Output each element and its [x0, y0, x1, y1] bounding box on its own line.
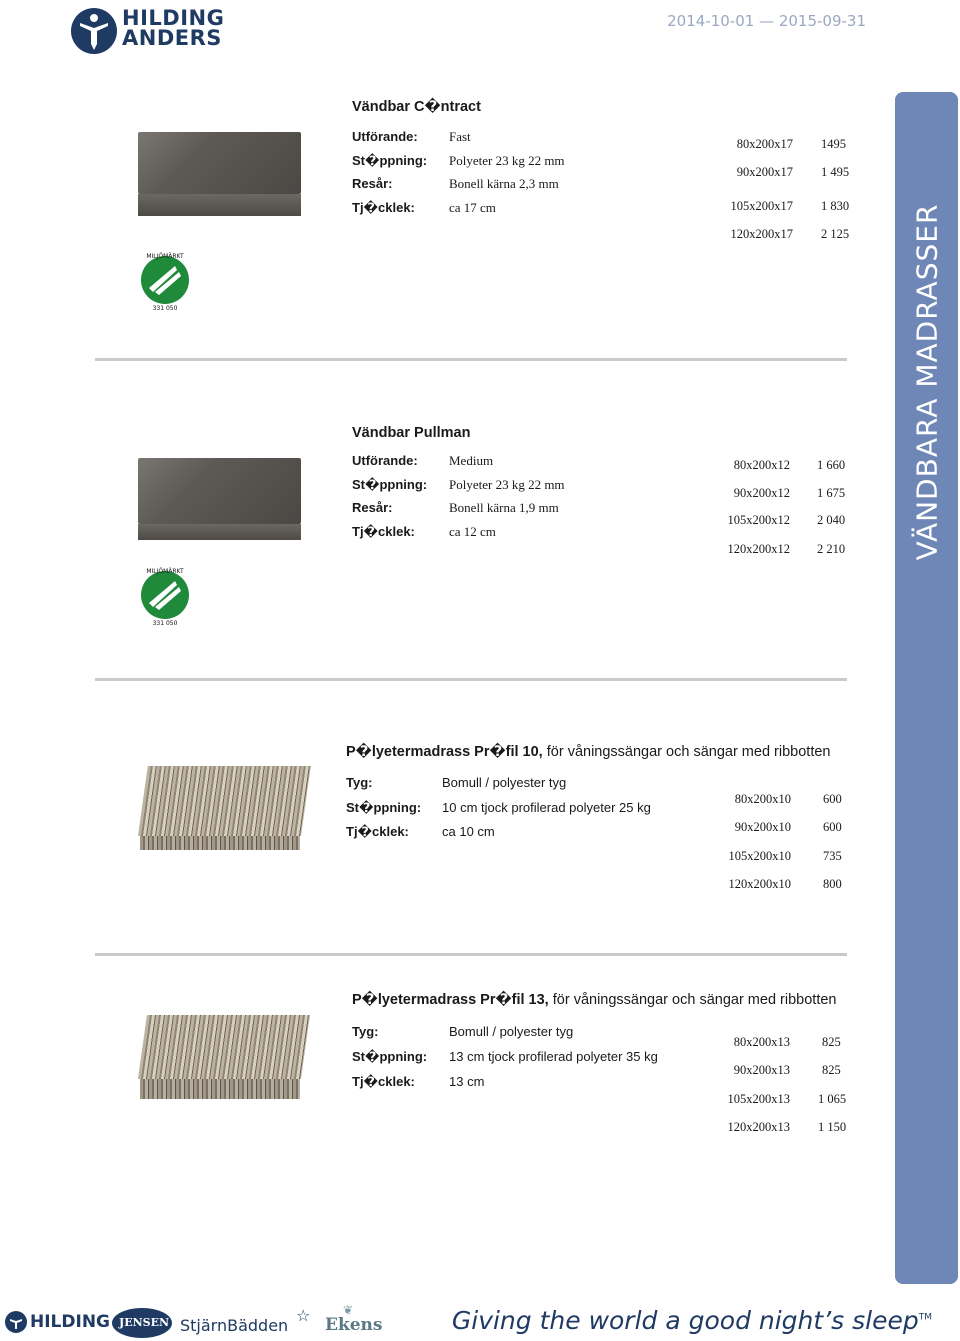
footer-brand-jensen — [112, 1308, 172, 1338]
section-divider — [95, 953, 847, 956]
price-size: 120x200x10 — [728, 877, 791, 891]
product-4-specs — [352, 1019, 658, 1094]
price-size: 120x200x12 — [727, 542, 790, 556]
brand-stjarnbadden: StjärnBädden — [180, 1316, 289, 1335]
product-2-image — [138, 458, 303, 542]
spec-value: Polyeter 23 kg 22 mm — [449, 152, 565, 168]
spec-label: Tyg: — [352, 1024, 379, 1039]
price-size: 90x200x10 — [734, 820, 791, 834]
price-size: 80x200x10 — [734, 792, 791, 806]
price-size: 120x200x17 — [730, 227, 793, 241]
spec-row — [346, 771, 567, 796]
spec-value: Bomull / polyester tyg — [442, 775, 567, 790]
star-icon: ☆ — [296, 1308, 311, 1325]
spec-label: St�ppning: — [352, 476, 428, 492]
price-value: 600 — [823, 820, 842, 834]
svg-text:331 050: 331 050 — [152, 620, 178, 625]
product-4-title-bold: P�lyetermadrass Pr�fil 13, — [352, 992, 549, 1008]
price-size: 105x200x12 — [727, 513, 790, 527]
tagline — [452, 1306, 932, 1335]
price-value: 2 040 — [817, 513, 846, 527]
spec-label: Tj�cklek: — [346, 824, 409, 839]
price-value: 1 065 — [818, 1092, 847, 1106]
product-3-specs — [346, 771, 651, 845]
spec-value: 13 cm tjock profilerad polyeter 35 kg — [449, 1049, 658, 1064]
spec-label: Resår: — [352, 176, 393, 191]
product-2-title: Vändbar Pullman — [352, 425, 471, 441]
product-1-specs — [352, 125, 565, 219]
price-value: 1 495 — [821, 165, 850, 179]
spec-value: ca 10 cm — [442, 824, 495, 839]
side-banner-text: VÄNDBARA MADRASSER — [910, 203, 943, 561]
price-size: 90x200x12 — [733, 486, 790, 500]
price-value: 2 125 — [821, 227, 850, 241]
price-value: 1 675 — [817, 486, 846, 500]
price-size: 80x200x13 — [733, 1035, 790, 1049]
spec-value: ca 17 cm — [449, 199, 496, 215]
price-value: 825 — [822, 1035, 841, 1049]
price-value: 800 — [823, 877, 842, 891]
spec-label: Utförande: — [352, 453, 418, 468]
side-banner-label — [895, 92, 958, 612]
spec-label: Tj�cklek: — [352, 199, 415, 215]
product-3-title-bold: P�lyetermadrass Pr�fil 10, — [346, 744, 543, 760]
product-4-image — [138, 1015, 303, 1101]
price-size: 105x200x10 — [728, 849, 791, 863]
price-value: 1495 — [821, 137, 846, 151]
spec-label: St�ppning: — [346, 799, 422, 815]
date-range: 2014-10-01 — 2015-09-31 — [667, 12, 866, 30]
spec-row — [352, 449, 494, 473]
spec-label: Tj�cklek: — [352, 523, 415, 539]
price-size: 120x200x13 — [727, 1120, 790, 1134]
footer-brand-hilding — [0, 1308, 111, 1338]
spec-row — [352, 1069, 485, 1094]
spec-row — [352, 172, 559, 196]
spec-label: Tj�cklek: — [352, 1074, 415, 1089]
spec-row — [352, 125, 471, 149]
svg-text:MILJÖMÄRKT: MILJÖMÄRKT — [146, 568, 184, 575]
spec-row — [352, 520, 496, 544]
logo-text — [122, 8, 224, 48]
spec-value: Bomull / polyester tyg — [449, 1024, 574, 1039]
spec-row — [346, 820, 495, 845]
eco-label-icon — [135, 565, 195, 625]
spec-value: Medium — [449, 453, 494, 468]
svg-text:331 050: 331 050 — [152, 305, 178, 310]
brand-ekens: Ekens — [325, 1315, 383, 1335]
spec-row — [352, 196, 496, 220]
leaf-icon: ❦ — [343, 1303, 354, 1317]
product-3-title — [346, 744, 830, 760]
product-1-title: Vändbar C�ntract — [352, 99, 481, 115]
spec-value: Fast — [449, 129, 471, 144]
section-divider — [95, 358, 847, 361]
spec-value: ca 12 cm — [449, 523, 496, 539]
price-size: 105x200x17 — [730, 199, 793, 213]
price-value: 600 — [823, 792, 842, 806]
spec-row — [346, 796, 651, 821]
brand-jensen: JENSEN — [119, 1316, 170, 1329]
price-value: 735 — [823, 849, 842, 863]
hilding-emblem-icon — [4, 1310, 28, 1334]
logo-line-2: ANDERS — [122, 26, 222, 50]
price-value: 2 210 — [817, 542, 846, 556]
tagline-trademark: TM — [918, 1312, 932, 1323]
brand-hilding: HILDING — [30, 1312, 111, 1332]
spec-label: Resår: — [352, 500, 393, 515]
price-value: 1 660 — [817, 458, 846, 472]
eco-label-icon — [135, 250, 195, 310]
product-3-image — [138, 766, 303, 852]
spec-value: 13 cm — [449, 1074, 485, 1089]
price-size: 80x200x17 — [736, 137, 793, 151]
spec-value: Bonell kärna 1,9 mm — [449, 500, 559, 515]
logo-line-1: HILDING — [122, 6, 225, 30]
spec-row — [352, 473, 565, 497]
spec-value: Polyeter 23 kg 22 mm — [449, 476, 565, 492]
section-divider — [95, 678, 847, 681]
product-1-image — [138, 132, 303, 218]
spec-label: Tyg: — [346, 775, 373, 790]
person-figure-icon — [68, 6, 120, 56]
spec-value: 10 cm tjock profilerad polyeter 25 kg — [442, 799, 651, 815]
spec-row — [352, 496, 559, 520]
svg-text:MILJÖMÄRKT: MILJÖMÄRKT — [146, 253, 184, 260]
spec-label: St�ppning: — [352, 152, 428, 168]
product-2-specs — [352, 449, 565, 543]
spec-row — [352, 1019, 574, 1044]
spec-value: Bonell kärna 2,3 mm — [449, 176, 559, 191]
price-size: 105x200x13 — [727, 1092, 790, 1106]
product-4-title — [352, 992, 836, 1008]
price-value: 1 830 — [821, 199, 850, 213]
price-value: 825 — [822, 1063, 841, 1077]
price-size: 80x200x12 — [733, 458, 790, 472]
footer-brand-ekens — [325, 1305, 390, 1337]
tagline-text: Giving the world a good night’s sleep — [451, 1306, 919, 1335]
price-size: 90x200x17 — [736, 165, 793, 179]
product-3-title-rest: för våningssängar och sängar med ribbotten — [542, 744, 831, 760]
price-size: 90x200x13 — [733, 1063, 790, 1077]
product-4-title-rest: för våningssängar och sängar med ribbotten — [548, 992, 837, 1008]
spec-label: St�ppning: — [352, 1049, 428, 1064]
spec-label: Utförande: — [352, 129, 418, 144]
price-value: 1 150 — [818, 1120, 847, 1134]
spec-row — [352, 149, 565, 173]
spec-row — [352, 1044, 658, 1069]
footer-brand-stjarnbadden — [180, 1308, 320, 1338]
